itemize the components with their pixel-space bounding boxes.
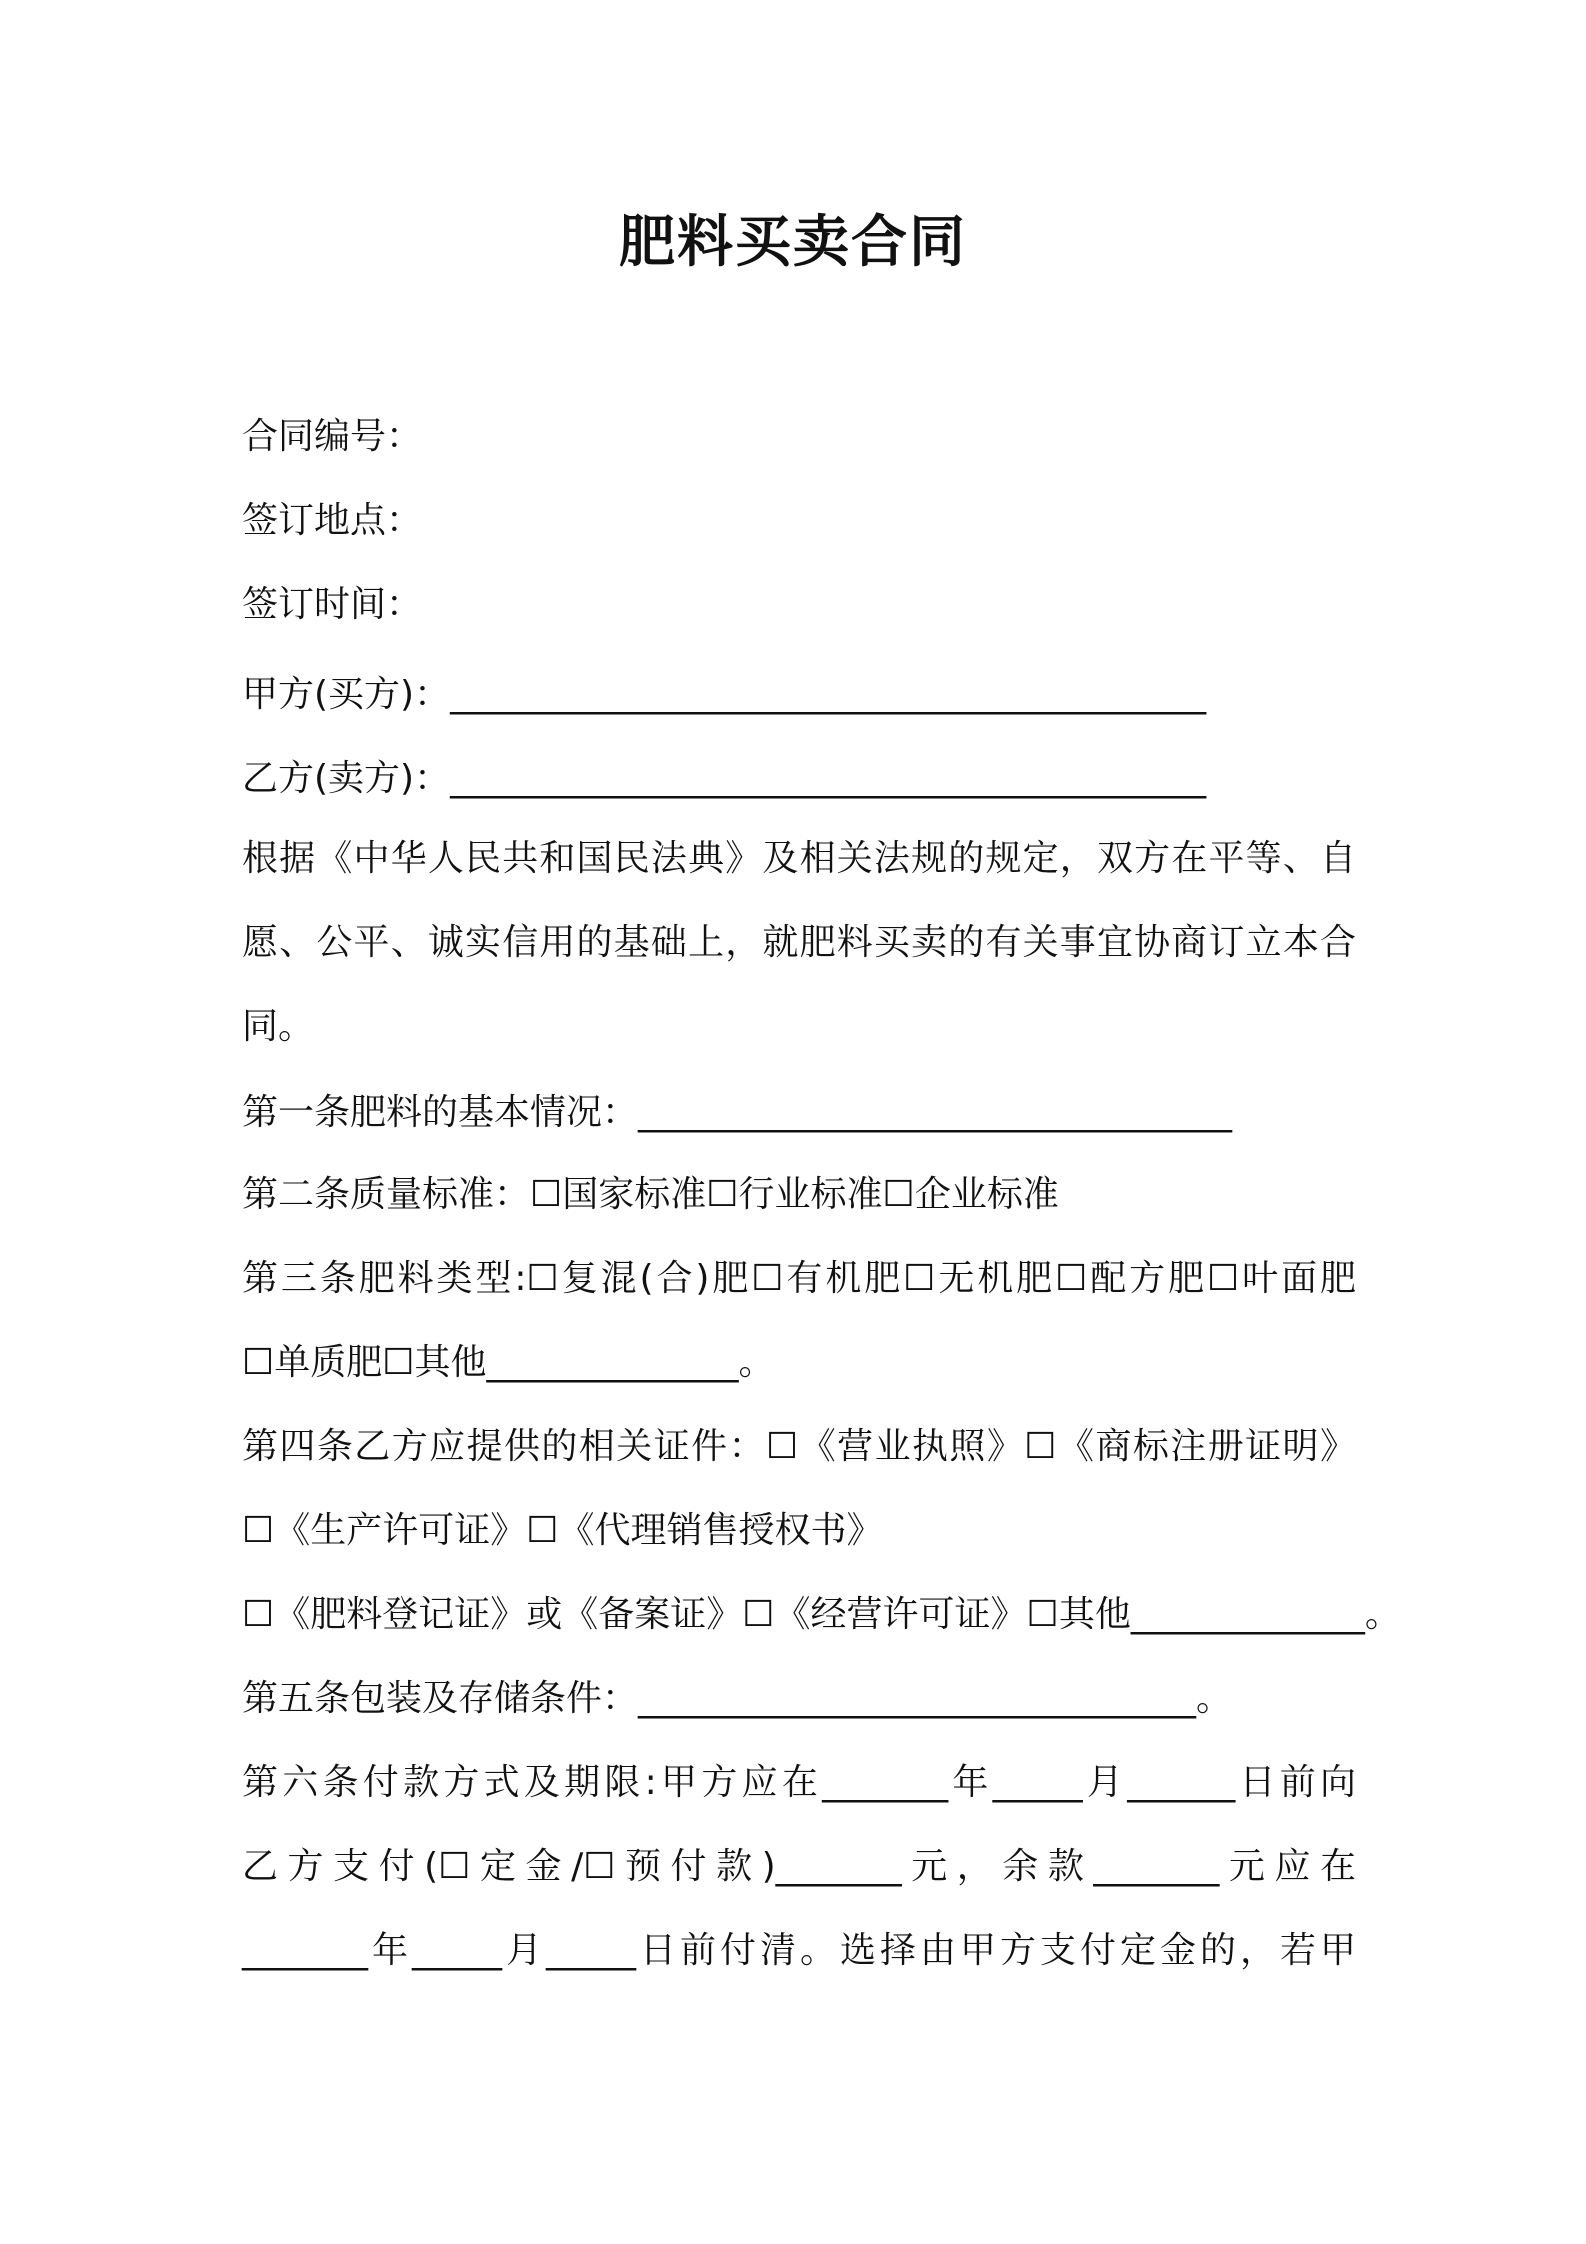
article-6-line-1: 第六条付款方式及期限:甲方应在_______年_____月______日前向 — [242, 1762, 1356, 1803]
party-a-line: 甲方(买方)：__________________________________________ — [242, 674, 1207, 715]
article-4-line-1: 第四条乙方应提供的相关证件：☐《营业执照》☐《商标注册证明》 — [242, 1426, 1356, 1467]
article-3-line-2: ☐单质肥☐其他______________。 — [242, 1342, 775, 1383]
article-6-line-2: 乙方支付(☐定金/☐预付款)_______元，余款_______元应在 — [242, 1846, 1356, 1887]
signing-place-line: 签订地点： — [242, 500, 423, 541]
preamble-line-3: 同。 — [242, 1006, 315, 1047]
signing-time-line: 签订时间： — [242, 584, 423, 625]
article-1-line: 第一条肥料的基本情况：_________________________________ — [242, 1092, 1233, 1133]
preamble-line-1: 根据《中华人民共和国民法典》及相关法规的规定，双方在平等、自 — [242, 838, 1356, 879]
article-3-line-1: 第三条肥料类型:☐复混(合)肥☐有机肥☐无机肥☐配方肥☐叶面肥 — [242, 1258, 1356, 1299]
party-b-line: 乙方(卖方)：__________________________________________ — [242, 758, 1207, 799]
article-4-line-3: ☐《肥料登记证》或《备案证》☐《经营许可证》☐其他_____________。 — [242, 1594, 1401, 1635]
article-2-line: 第二条质量标准：☐国家标准☐行业标准☐企业标准 — [242, 1174, 1059, 1215]
contract-number-line: 合同编号： — [242, 416, 423, 457]
article-4-line-2: ☐《生产许可证》☐《代理销售授权书》 — [242, 1510, 883, 1551]
document-title: 肥料买卖合同 — [619, 210, 967, 275]
article-5-line: 第五条包装及存储条件：_______________________________。 — [242, 1678, 1233, 1719]
article-6-line-3: _______年_____月_____日前付清。选择由甲方支付定金的，若甲 — [242, 1930, 1356, 1971]
preamble-line-2: 愿、公平、诚实信用的基础上，就肥料买卖的有关事宜协商订立本合 — [242, 922, 1356, 963]
